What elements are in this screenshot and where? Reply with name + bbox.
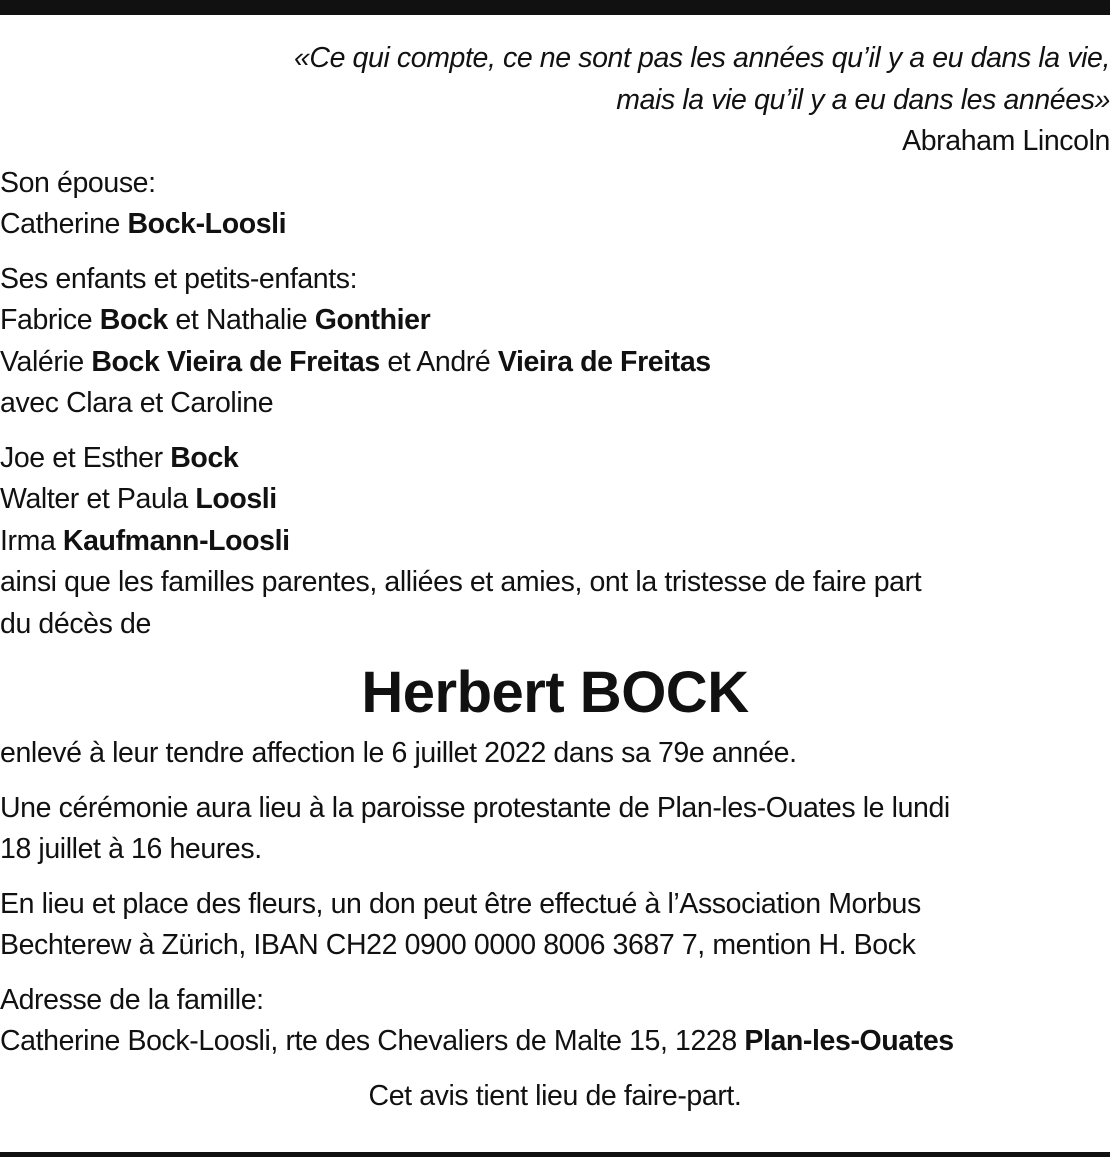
quote-line-2: mais la vie qu’il y a eu dans les années»	[616, 83, 1110, 116]
children-row-2	[0, 342, 1110, 384]
quote-line-1: «Ce qui compte, ce ne sont pas les années qu’il y a eu dans la vie,	[293, 42, 1110, 74]
address-line	[0, 1021, 1110, 1063]
top-rule	[0, 0, 1110, 15]
children-row-1	[0, 300, 1110, 342]
child-last-name: Bock	[99, 304, 168, 336]
partner-last-name: Gonthier	[314, 304, 431, 336]
relative-last-name: Bock	[170, 441, 239, 474]
children-label: Ses enfants et petits-enfants:	[0, 262, 358, 295]
relatives-row-1	[0, 438, 1110, 480]
relative-first-names: Joe et Esther	[0, 441, 171, 474]
grandchildren: avec Clara et Caroline	[0, 387, 274, 419]
children-block	[0, 259, 1110, 425]
address-block	[0, 980, 1110, 1063]
relative-last-name: Loosli	[195, 483, 277, 515]
relative-first-names: Irma	[0, 524, 63, 557]
partner-first-name: et Nathalie	[167, 304, 315, 336]
relatives-row-2	[0, 479, 1110, 521]
closing-line-1: ainsi que les familles parentes, alliées et amies, ont la tristesse de faire part	[0, 566, 922, 598]
address-city: Plan-les-Ouates	[744, 1025, 954, 1057]
partner-first-name: et André	[379, 345, 498, 378]
child-last-name: Bock Vieira de Freitas	[91, 345, 380, 378]
quote-author-name: Abraham Lincoln	[902, 125, 1110, 157]
spouse-name	[0, 204, 1110, 246]
quote	[0, 38, 1110, 121]
bottom-rule	[0, 1152, 1110, 1157]
spouse-first-name: Catherine	[0, 208, 128, 240]
spouse-last-name: Bock-Loosli	[127, 208, 287, 240]
spouse-label: Son épouse:	[0, 166, 156, 199]
deceased-name: Herbert BOCK	[361, 660, 749, 725]
partner-last-name: Vieira de Freitas	[497, 345, 711, 378]
donation-block	[0, 884, 1110, 967]
child-first-name: Valérie	[0, 345, 92, 378]
footer-block	[0, 1076, 1110, 1118]
relatives-block	[0, 438, 1110, 646]
child-first-name: Fabrice	[0, 304, 100, 336]
death-notice-block	[0, 733, 1110, 775]
donation-line-1: En lieu et place des fleurs, un don peut être effectué à l’Association Morbus	[0, 887, 921, 920]
footer-note: Cet avis tient lieu de faire-part.	[368, 1079, 742, 1112]
spouse-block	[0, 163, 1110, 246]
relative-first-names: Walter et Paula	[0, 483, 196, 515]
quote-author	[0, 121, 1110, 163]
donation-line-2: Bechterew à Zürich, IBAN CH22 0900 0000 8006 3687 7, mention H. Bock	[0, 929, 916, 961]
death-notice: enlevé à leur tendre affection le 6 juillet 2022 dans sa 79e année.	[0, 737, 797, 769]
relative-last-name: Kaufmann-Loosli	[62, 524, 290, 557]
address-street: Catherine Bock-Loosli, rte des Chevaliers de Malte 15, 1228	[0, 1025, 745, 1057]
ceremony-line-1: Une cérémonie aura lieu à la paroisse protestante de Plan-les-Ouates le lundi	[0, 791, 950, 824]
relatives-row-3	[0, 521, 1110, 563]
obituary-notice	[0, 38, 1110, 1117]
ceremony-line-2: 18 juillet à 16 heures.	[0, 833, 262, 865]
address-label: Adresse de la famille:	[0, 983, 264, 1016]
ceremony-block	[0, 788, 1110, 871]
closing-line-2: du décès de	[0, 607, 151, 640]
